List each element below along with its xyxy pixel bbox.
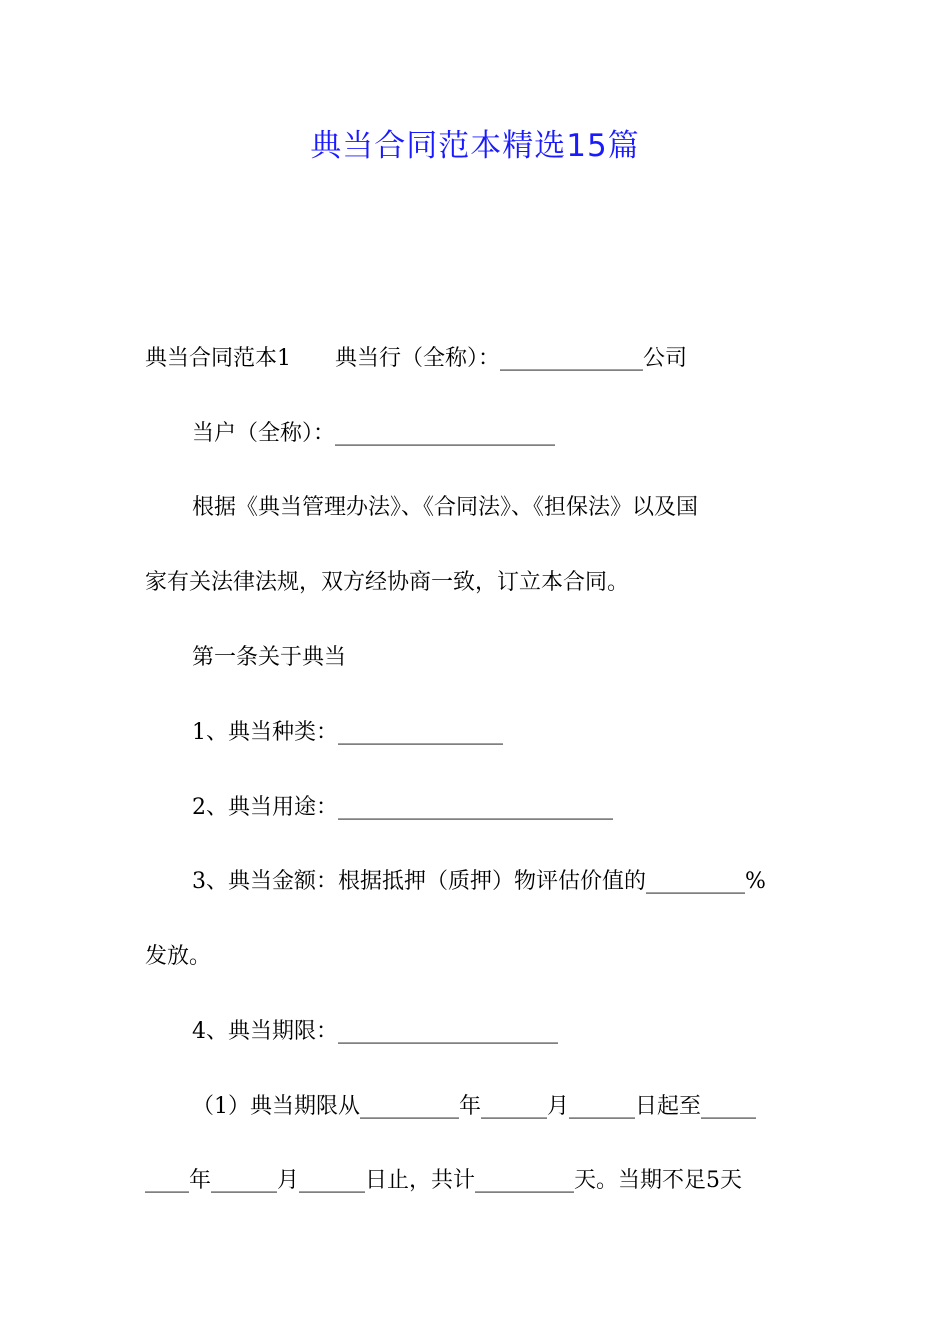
pawn-term-period-line-2: ____年______月______日止，共计_________天。当期不足5天: [145, 1168, 742, 1193]
article-one-heading: 第一条关于典当: [192, 645, 347, 670]
pawn-amount-continuation: 发放。: [145, 944, 212, 969]
pawn-term-line: 4、典当期限：____________________: [192, 1019, 558, 1044]
customer-name-line: 当户（全称）：____________________: [192, 421, 556, 446]
contract-heading-line: 典当合同范本1 典当行（全称）：_____________公司: [145, 346, 687, 371]
document-title: 典当合同范本精选15篇: [310, 128, 640, 164]
basis-paragraph-line-1: 根据《典当管理办法》、《合同法》、《担保法》以及国: [192, 495, 699, 520]
pawn-amount-line: 3、典当金额：根据抵押（质押）物评估价值的_________%: [192, 869, 766, 894]
pawn-purpose-line: 2、典当用途：_________________________: [192, 795, 613, 820]
pawn-term-period-line-1: （1）典当期限从_________年______月______日起至_____: [192, 1094, 756, 1119]
pawn-type-line: 1、典当种类：_______________: [192, 720, 503, 745]
basis-paragraph-line-2: 家有关法律法规，双方经协商一致，订立本合同。: [145, 570, 630, 595]
